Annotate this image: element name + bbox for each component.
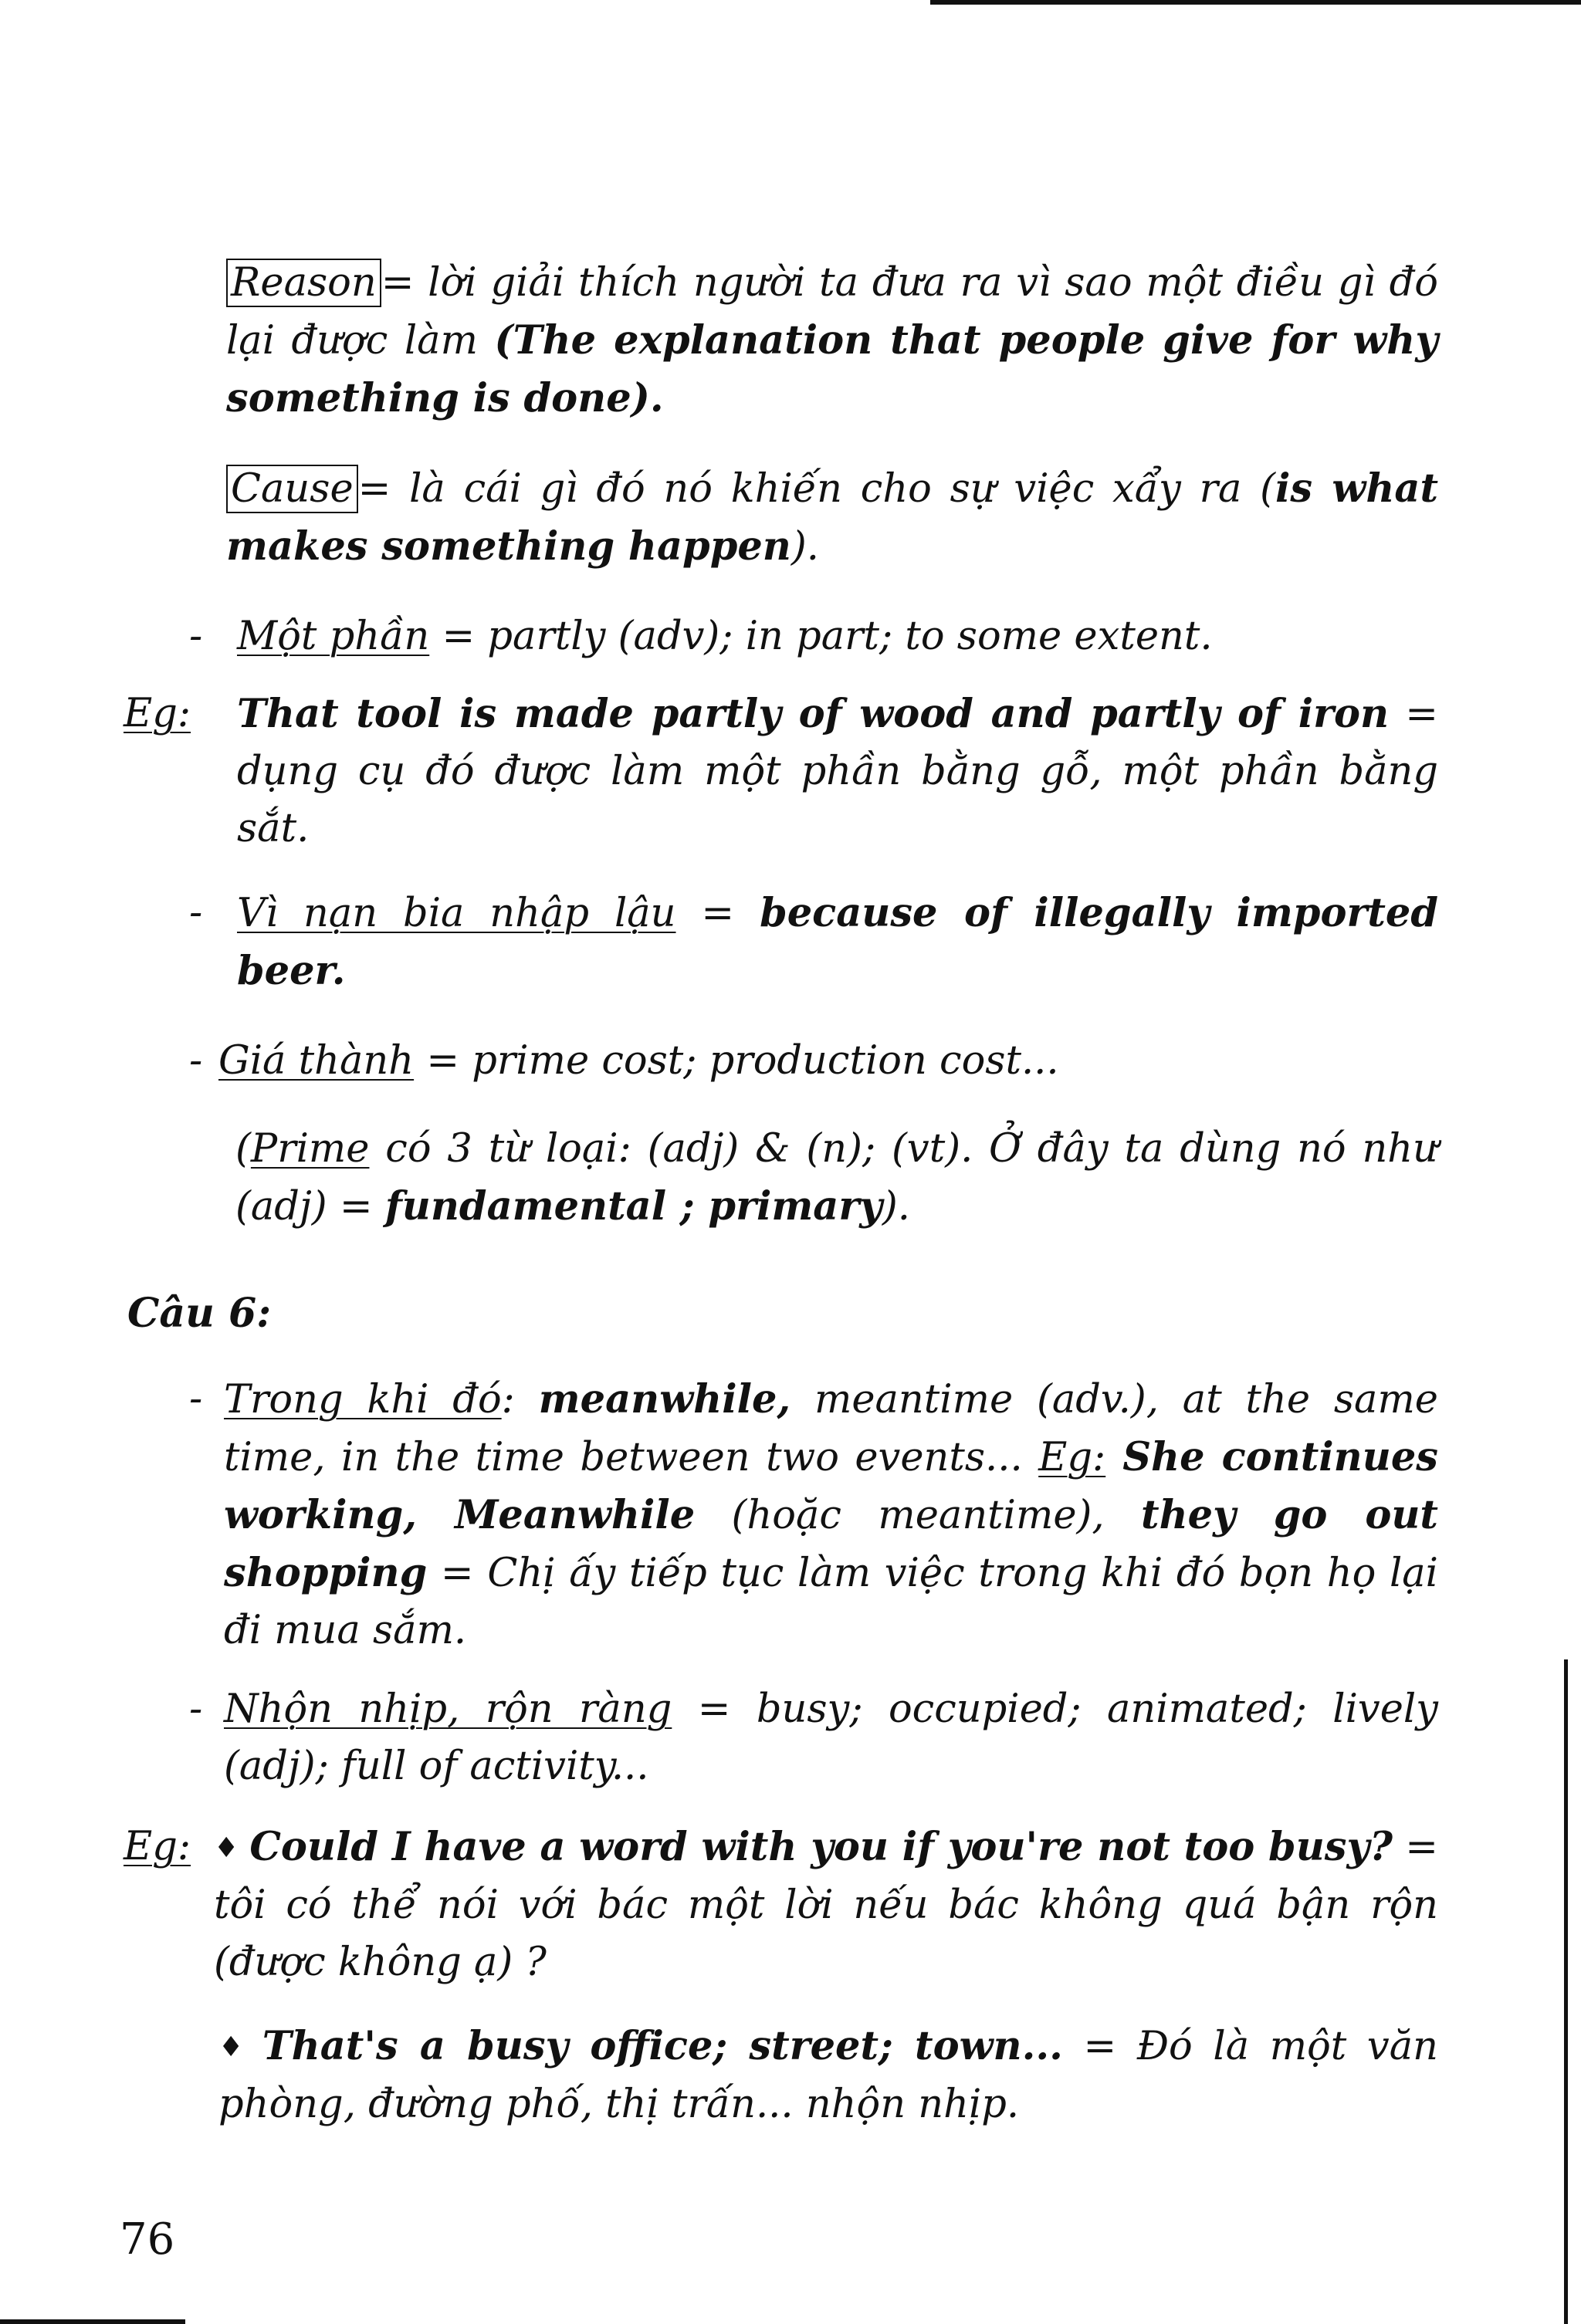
gia-thanh-paragraph: [218, 1033, 1438, 1090]
eg2-vietnamese-2: = Đó là một văn phòng, đường phố, thị trấn... nhộn nhịp.: [218, 2024, 1438, 2127]
trong-khi-english-2: She continues working, Meanwhile: [224, 1434, 1438, 1538]
dash-gia-thanh: -: [189, 1038, 203, 1084]
eg2-item-1: [214, 1818, 1438, 1991]
nhon-nhip-term: Nhộn nhịp, rộn ràng: [224, 1686, 672, 1732]
section-heading-cau-6: Câu 6:: [127, 1290, 272, 1337]
bottom-rule: [0, 2319, 185, 2324]
cause-english: is what makes something happen: [226, 465, 1438, 570]
reason-term: Reason: [226, 259, 381, 307]
diamond-bullet-icon: ♦: [214, 1832, 239, 1864]
eg1-paragraph: [237, 685, 1438, 858]
dash-vi-nan: -: [189, 890, 203, 935]
top-rule: [930, 0, 1581, 5]
gia-thanh-term: Giá thành: [218, 1038, 415, 1084]
mot-phan-term: Một phần: [237, 614, 430, 659]
eg-label-1: Eg:: [124, 691, 191, 736]
right-edge-rule: [1564, 1659, 1568, 2324]
mot-phan-definition: = partly (adv); in part; to some extent.: [429, 614, 1213, 659]
prime-paragraph: (Prime có 3 từ loại: (adj) & (n); (vt). Ở đây ta dùng nó như (adj) = fundamental ; primary).: [235, 1126, 1438, 1230]
cause-paragraph: Cause = là cái gì đó nó khiến cho sự việc xẩy ra (is what makes something happen).: [226, 465, 1438, 570]
trong-khi-english-3: they go out shopping: [224, 1492, 1438, 1596]
reason-definition: = lời giải thích người ta đưa ra vì sao một điều gì đó lại được làm: [226, 260, 1438, 364]
trong-khi-definition-3: = Chị ấy tiếp tục làm việc trong khi đó bọn họ lại đi mua sắm.: [224, 1551, 1438, 1653]
reason-paragraph: [226, 255, 1438, 428]
dash-nhon-nhip: -: [189, 1686, 203, 1732]
eg-label-inline: Eg:: [1038, 1435, 1106, 1480]
prime-term: Prime: [250, 1126, 370, 1172]
eg2-english-2: That's a busy office; street; town...: [262, 2023, 1063, 2069]
eg1-english: That tool is made partly of wood and partly of iron: [237, 691, 1390, 737]
eg2-item-2: [218, 2018, 1438, 2133]
eg1-vietnamese: = dụng cụ đó được làm một phần bằng gỗ, một phần bằng sắt.: [237, 692, 1438, 851]
diamond-bullet-icon: ♦: [218, 2031, 252, 2063]
cause-definition: = là cái gì đó nó khiến cho sự việc xẩy ra (: [357, 466, 1276, 512]
vi-nan-paragraph: Vì nạn bia nhập lậu = because of illegally imported beer.: [237, 890, 1439, 994]
page-number: 76: [120, 2214, 175, 2265]
prime-definition: có 3 từ loại: (adj) & (n); (vt). Ở đây ta dùng nó như (adj) =: [235, 1126, 1438, 1230]
prime-english: fundamental ; primary: [384, 1183, 882, 1230]
trong-khi-english-1: meanwhile,: [538, 1376, 791, 1422]
cause-term: Cause: [226, 465, 358, 513]
trong-khi-definition-1: meantime (adv.), at the same time, in the time between two events...: [224, 1377, 1438, 1480]
vi-nan-english: because of illegally imported beer.: [237, 890, 1439, 994]
nhon-nhip-paragraph: [224, 1681, 1438, 1795]
trong-khi-term: Trong khi đó: [224, 1377, 502, 1422]
trong-khi-paragraph: Trong khi đó: meanwhile, meantime (adv.), at the same time, in the time between two events... Eg: She continues working, Meanwhile (hoặc meantime), they go out shopping = Chị ấy tiếp tục làm việc trong khi đó bọn họ lại đi mua sắm.: [224, 1376, 1438, 1653]
mot-phan-paragraph: [237, 608, 1438, 665]
dash-trong-khi: -: [189, 1376, 203, 1422]
eg2-vietnamese-1: = tôi có thể nói với bác một lời nếu bác không quá bận rộn (được không ạ) ?: [214, 1825, 1439, 1985]
nhon-nhip-definition: = busy; occupied; animated; lively (adj); full of activity...: [224, 1686, 1438, 1789]
dash-mot-phan: -: [189, 614, 203, 659]
reason-english: (The explanation that people give for why something is done).: [226, 317, 1438, 421]
vi-nan-term: Vì nạn bia nhập lậu: [237, 891, 676, 936]
gia-thanh-definition: = prime cost; production cost...: [414, 1038, 1059, 1084]
eg-label-2: Eg:: [124, 1824, 191, 1869]
trong-khi-definition-2: (hoặc meantime),: [695, 1493, 1142, 1538]
eg2-english-1: Could I have a word with you if you're not too busy?: [249, 1824, 1393, 1870]
